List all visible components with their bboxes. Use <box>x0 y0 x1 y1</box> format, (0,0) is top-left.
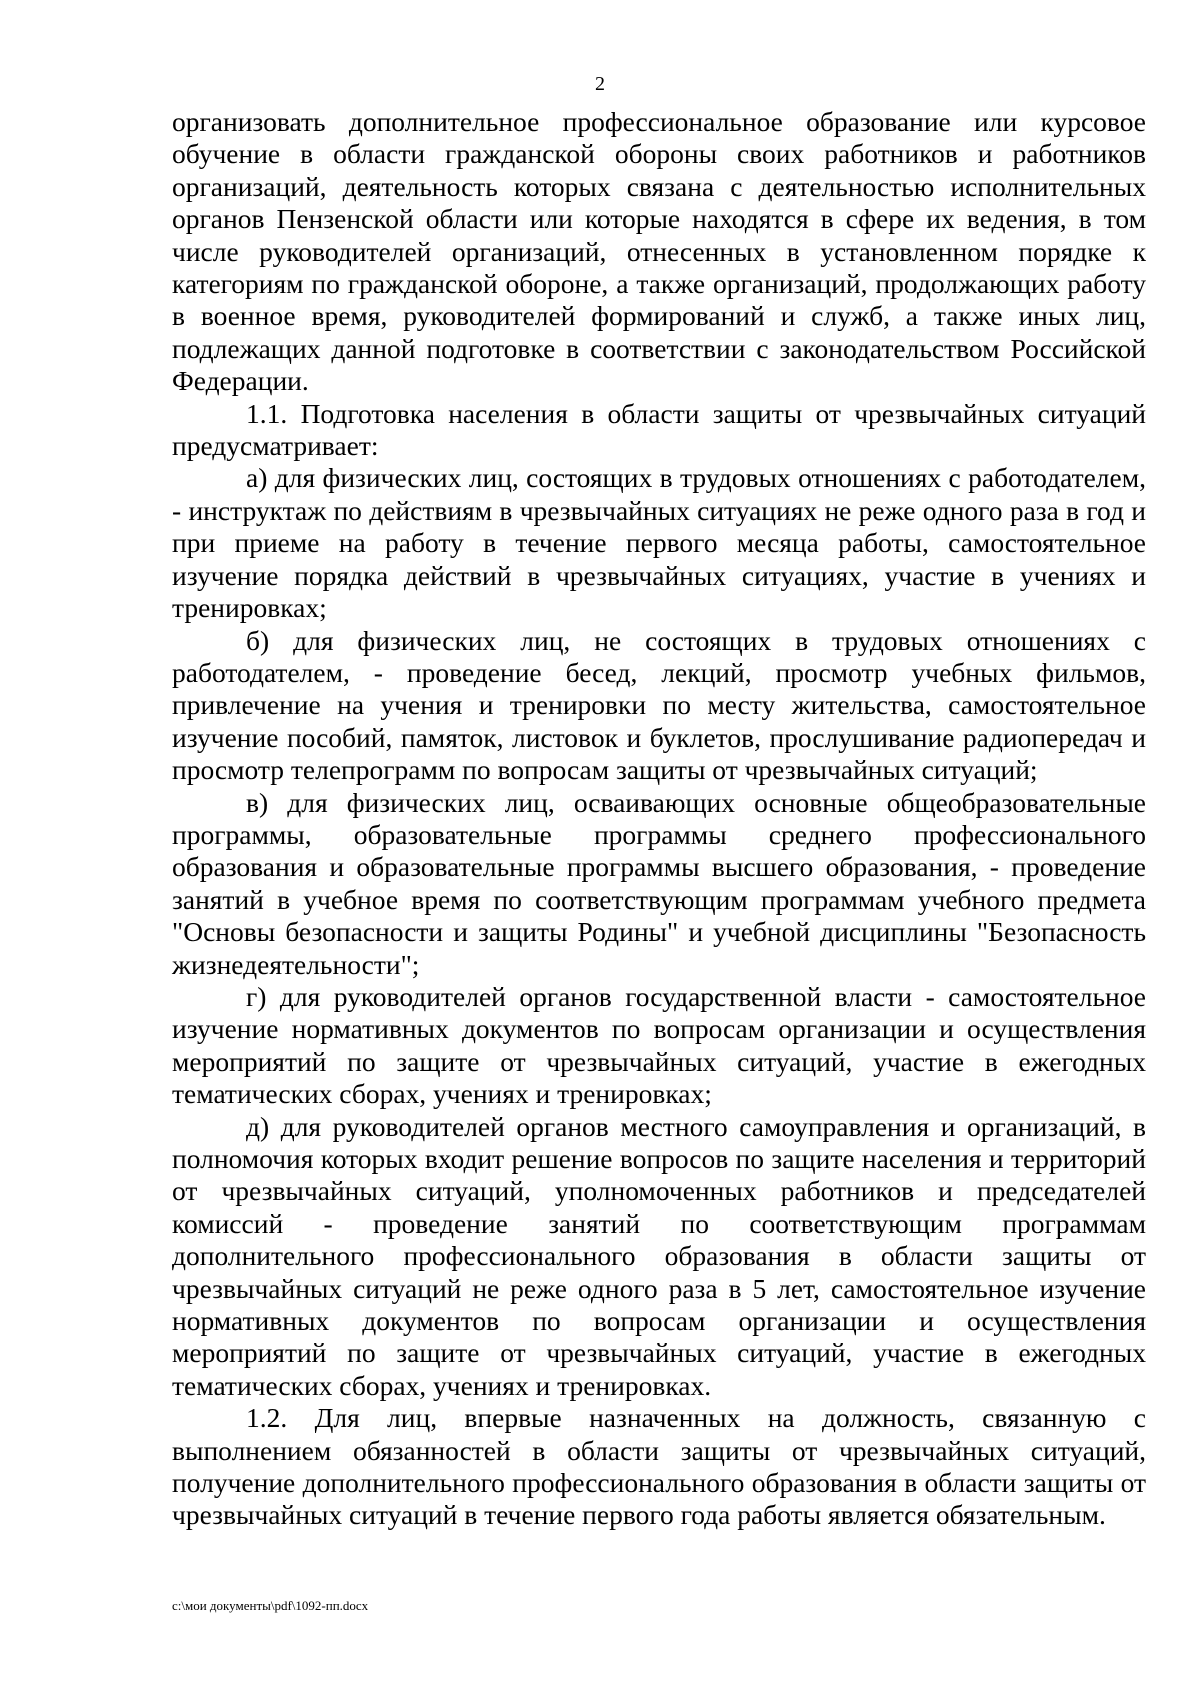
paragraph-item-b: б) для физических лиц, не состоящих в трудовых отношениях с работодателем, - проведение бесед, лекций, просмотр учебных фильмов, привлечение на учения и тренировки по месту жительства, самостоятельное изучение пособий, памяток, листовок и буклетов, прослушивание радиопередач и просмотр телепрограмм по вопросам защиты от чрезвычайных ситуаций; <box>172 624 1146 786</box>
paragraph-item-a: а) для физических лиц, состоящих в трудовых отношениях с работодателем, - инструктаж по действиям в чрезвычайных ситуациях не реже одного раза в год и при приеме на работу в течение первого месяца работы, самостоятельное изучение порядка действий в чрезвычайных ситуациях, участие в учениях и тренировках; <box>172 462 1146 624</box>
paragraph-item-v: в) для физических лиц, осваивающих основные общеобразовательные программы, образовательные программы среднего профессионального образования и образовательные программы высшего образования, - проведение занятий в учебное время по соответствующим программам учебного предмета "Основы безопасности и защиты Родины" и учебной дисциплины "Безопасность жизнедеятельности"; <box>172 786 1146 980</box>
paragraph-section-1-2: 1.2. Для лиц, впервые назначенных на должность, связанную с выполнением обязанностей в области защиты от чрезвычайных ситуаций, получение дополнительного профессионального образования в области защиты от чрезвычайных ситуаций в течение первого года работы является обязательным. <box>172 1402 1146 1531</box>
footer-file-path: c:\мои документы\pdf\1092-пп.docx <box>172 1598 369 1613</box>
page-number: 2 <box>595 73 605 95</box>
paragraph-item-d: д) для руководителей органов местного самоуправления и организаций, в полномочия которых входит решение вопросов по защите населения и территорий от чрезвычайных ситуаций, уполномоченных работников и председателей комиссий - проведение занятий по соответствующим программам дополнительного профессионального образования в области защиты от чрезвычайных ситуаций не реже одного раза в 5 лет, самостоятельное изучение нормативных документов по вопросам организации и осуществления мероприятий по защите от чрезвычайных ситуаций, участие в ежегодных тематических сборах, учениях и тренировках. <box>172 1110 1146 1401</box>
paragraph-continuation: организовать дополнительное профессиональное образование или курсовое обучение в области гражданской обороны своих работников и работников организаций, деятельность которых связана с деятельностью исполнительных органов Пензенской области или которые находятся в сфере их ведения, в том числе руководителей организаций, отнесенных в установленном порядке к категориям по гражданской обороне, а также организаций, продолжающих работу в военное время, руководителей формирований и служб, а также иных лиц, подлежащих данной подготовке в соответствии с законодательством Российской Федерации. <box>172 106 1146 397</box>
paragraph-section-1-1: 1.1. Подготовка населения в области защиты от чрезвычайных ситуаций предусматривает: <box>172 397 1146 462</box>
document-body <box>172 106 1146 1532</box>
paragraph-item-g: г) для руководителей органов государственной власти - самостоятельное изучение нормативных документов по вопросам организации и осуществления мероприятий по защите от чрезвычайных ситуаций, участие в ежегодных тематических сборах, учениях и тренировках; <box>172 980 1146 1110</box>
